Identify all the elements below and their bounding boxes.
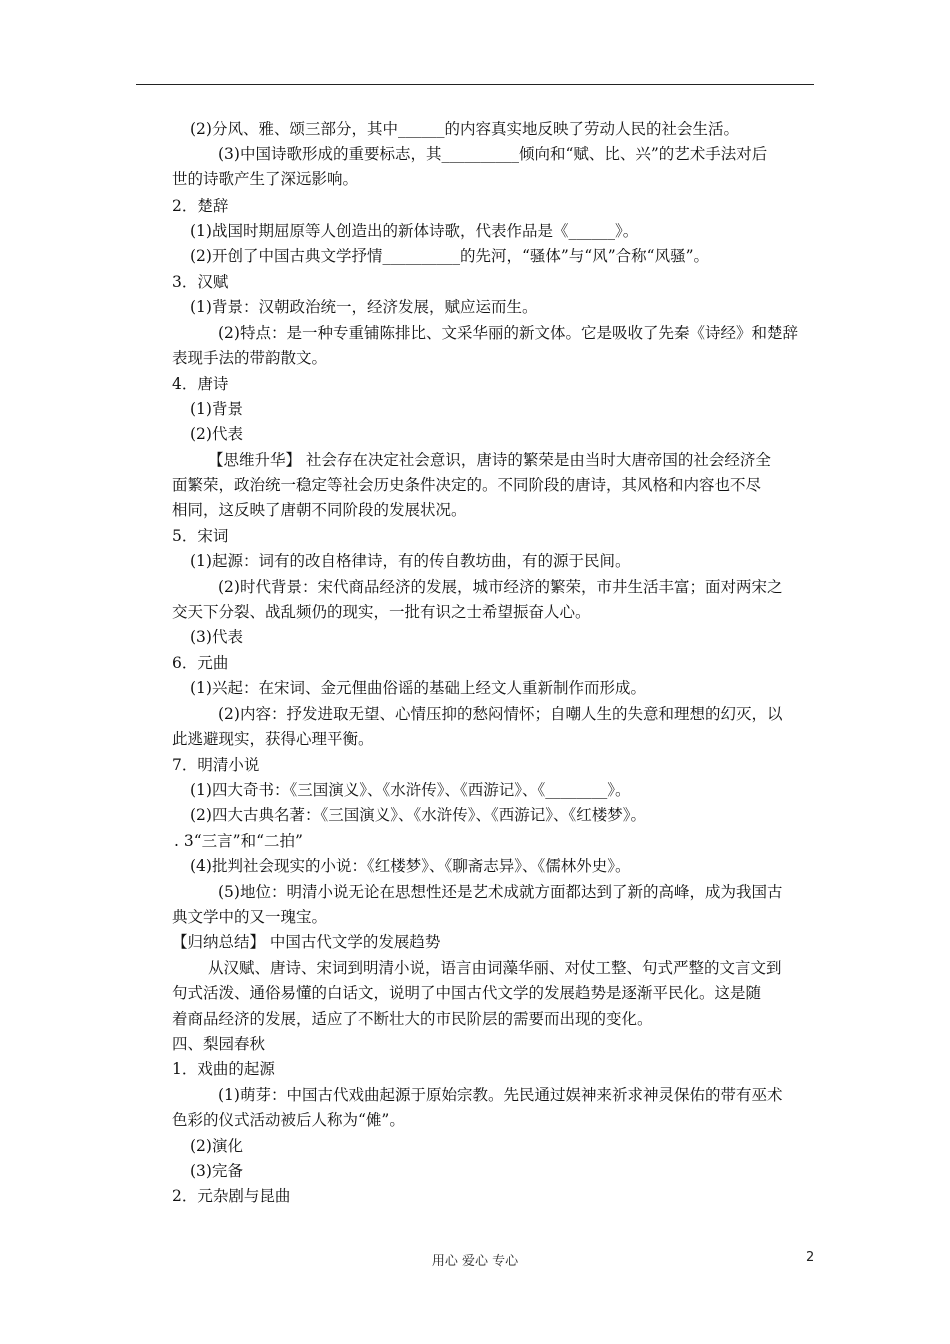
text-line: (1)起源：词有的改自格律诗，有的传自教坊曲，有的源于民间。 xyxy=(190,552,631,570)
text-line: . 3“三言”和“二拍” xyxy=(174,832,303,850)
page-number: 2 xyxy=(806,1250,815,1265)
text-line: 交天下分裂、战乱频仍的现实，一批有识之士希望振奋人心。 xyxy=(172,603,591,621)
section-heading: 7．明清小说 xyxy=(172,756,260,774)
text-line: (1)背景：汉朝政治统一，经济发展，赋应运而生。 xyxy=(190,298,538,316)
section-heading: 2．楚辞 xyxy=(172,197,229,215)
text-line: 表现手法的带韵散文。 xyxy=(172,349,328,367)
text-line: (3)完备 xyxy=(190,1162,243,1180)
text-line: 句式活泼、通俗易懂的白话文，说明了中国古代文学的发展趋势是逐渐平民化。这是随 xyxy=(172,984,762,1002)
text-line: (1)战国时期屈原等人创造出的新体诗歌，代表作品是《______》。 xyxy=(190,222,639,240)
text-line: (2)开创了中国古典文学抒情__________的先河，“骚体”与“风”合称“风骚”。 xyxy=(190,247,710,265)
section-heading: 3．汉赋 xyxy=(172,273,229,291)
header-rule xyxy=(136,84,814,85)
section-heading: 4．唐诗 xyxy=(172,375,229,393)
text-line: (2)代表 xyxy=(190,425,243,443)
text-line: (5)地位：明清小说无论在思想性还是艺术成就方面都达到了新的高峰，成为我国古 xyxy=(218,883,783,901)
section-heading: 5．宋词 xyxy=(172,527,229,545)
text-line: 典文学中的又一瑰宝。 xyxy=(172,908,328,926)
section-heading: 6．元曲 xyxy=(172,654,229,672)
footer-slogan: 用心 爱心 专心 xyxy=(431,1254,519,1269)
text-line: (1)兴起：在宋词、金元俚曲俗谣的基础上经文人重新制作而形成。 xyxy=(190,679,646,697)
text-line: 面繁荣，政治统一稳定等社会历史条件决定的。不同阶段的唐诗，其风格和内容也不尽 xyxy=(172,476,762,494)
text-line: (2)内容：抒发进取无望、心情压抑的愁闷情怀；自嘲人生的失意和理想的幻灭，以 xyxy=(218,705,783,723)
text-line: 【思维升华】 社会存在决定社会意识，唐诗的繁荣是由当时大唐帝国的社会经济全 xyxy=(208,451,771,469)
section-heading: 2．元杂剧与昆曲 xyxy=(172,1187,291,1205)
text-line: 色彩的仪式活动被后人称为“傩”。 xyxy=(172,1111,405,1129)
text-line: 此逃避现实，获得心理平衡。 xyxy=(172,730,374,748)
text-line: 世的诗歌产生了深远影响。 xyxy=(172,170,359,188)
text-line: (2)四大古典名著：《三国演义》、《水浒传》、《西游记》、《红楼梦》。 xyxy=(190,806,646,824)
text-line: (1)背景 xyxy=(190,400,243,418)
section-heading: 1．戏曲的起源 xyxy=(172,1060,275,1078)
text-line: (3)代表 xyxy=(190,628,243,646)
text-line: (2)分风、雅、颂三部分，其中______的内容真实地反映了劳动人民的社会生活。 xyxy=(190,120,739,138)
text-line: (3)中国诗歌形成的重要标志，其__________倾向和“赋、比、兴”的艺术手法对后 xyxy=(218,145,768,163)
text-line: 着商品经济的发展，适应了不断壮大的市民阶层的需要而出现的变化。 xyxy=(172,1010,653,1028)
text-line: (1)萌芽：中国古代戏曲起源于原始宗教。先民通过娱神来祈求神灵保佑的带有巫术 xyxy=(218,1086,783,1104)
text-line: 【归纳总结】 中国古代文学的发展趋势 xyxy=(172,933,441,951)
text-line: 相同，这反映了唐朝不同阶段的发展状况。 xyxy=(172,501,467,519)
text-line: (2)演化 xyxy=(190,1137,243,1155)
text-line: 从汉赋、唐诗、宋词到明清小说，语言由词藻华丽、对仗工整、句式严整的文言文到 xyxy=(208,959,782,977)
text-line: (1)四大奇书：《三国演义》、《水浒传》、《西游记》、《________》。 xyxy=(190,781,631,799)
text-line: (4)批判社会现实的小说：《红楼梦》、《聊斋志异》、《儒林外史》。 xyxy=(190,857,631,875)
text-line: (2)时代背景：宋代商品经济的发展，城市经济的繁荣，市井生活丰富；面对两宋之 xyxy=(218,578,783,596)
text-line: (2)特点：是一种专重铺陈排比、文采华丽的新文体。它是吸收了先秦《诗经》和楚辞 xyxy=(218,324,798,342)
section-heading: 四、梨园春秋 xyxy=(172,1035,266,1053)
